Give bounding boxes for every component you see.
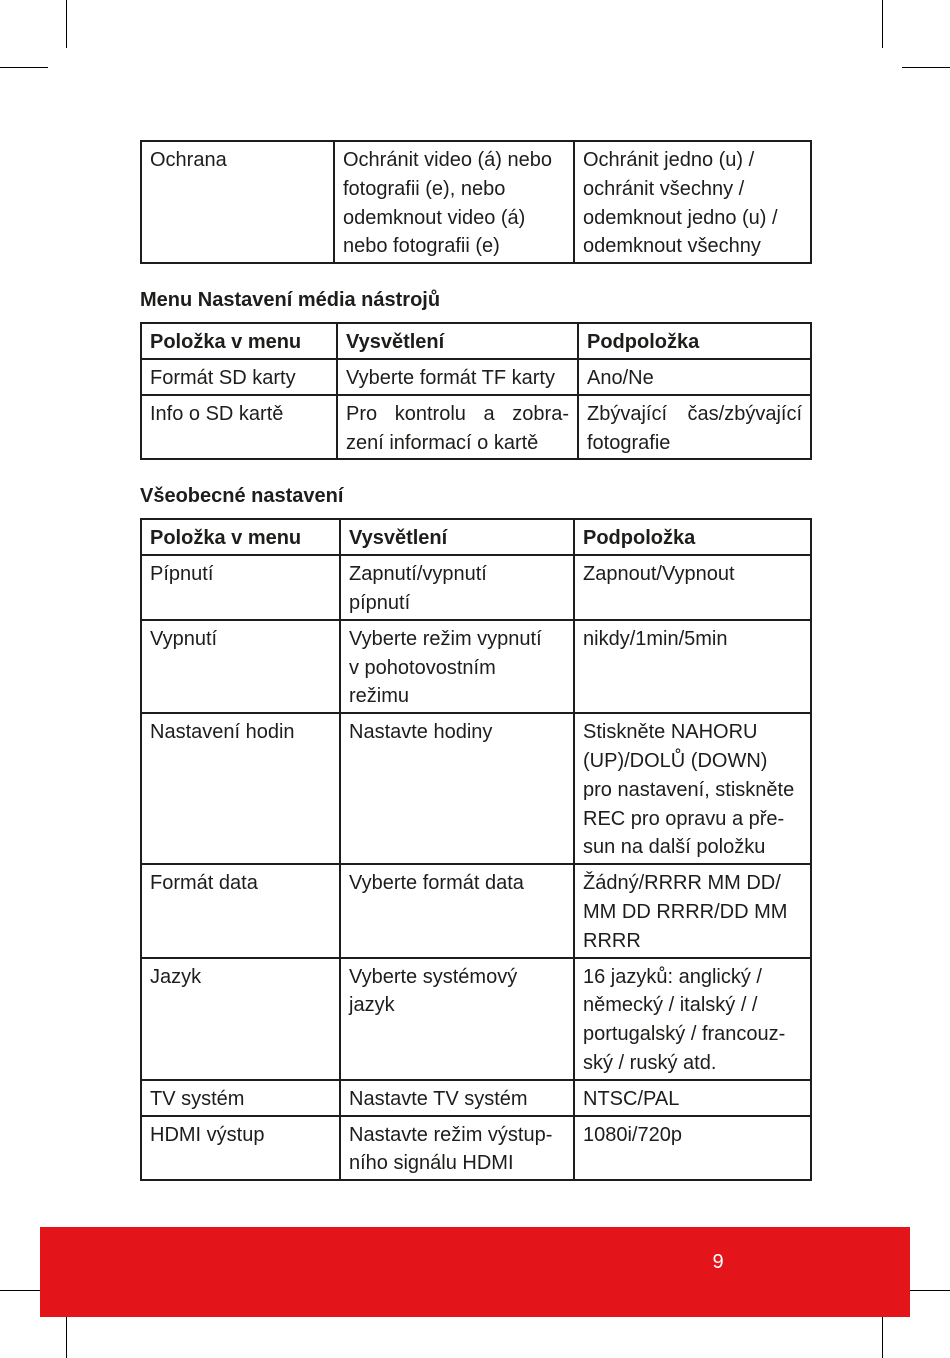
table-row	[141, 864, 811, 957]
subitem-cell	[578, 359, 811, 395]
text-line: jazyk	[349, 994, 395, 1017]
text-line: Nastavte TV systém	[349, 1087, 528, 1110]
crop-mark	[882, 0, 883, 48]
table-row	[141, 1116, 811, 1181]
crop-mark	[66, 1310, 67, 1358]
table-row	[141, 141, 811, 263]
text-line: odemknout jedno (u) /	[583, 206, 778, 229]
table-row	[141, 713, 811, 864]
crop-mark	[0, 67, 48, 68]
table-row	[141, 1080, 811, 1116]
item-cell: Jazyk	[141, 958, 340, 1080]
table-row	[141, 958, 811, 1080]
text-line: fotografii (e), nebo	[343, 177, 506, 200]
text-line: německý / italský / /	[583, 994, 758, 1017]
description-cell	[340, 1080, 574, 1116]
text-line: REC pro opravu a pře-	[583, 807, 785, 830]
text-line: fotografie	[587, 431, 671, 454]
section-title-media-tools: Menu Nastavení média nástrojů	[140, 289, 441, 312]
text-line: Vyberte formát TF karty	[346, 366, 555, 389]
table-row	[141, 359, 811, 395]
description-cell	[340, 864, 574, 957]
item-cell: HDMI výstup	[141, 1116, 340, 1181]
description-cell	[340, 958, 574, 1080]
text-line: Nastavte režim výstup-	[349, 1123, 553, 1146]
text-line: Žádný/RRRR MM DD/	[583, 872, 781, 895]
text-line: ního signálu HDMI	[349, 1152, 514, 1175]
text-line: Zapnout/Vypnout	[583, 563, 735, 586]
text-line: režimu	[349, 685, 410, 708]
text-line: odemknout video (á)	[343, 206, 526, 229]
text-line: pro nastavení, stiskněte	[583, 778, 795, 801]
text-line: Zbývající čas/zbývající	[587, 402, 802, 425]
subitem-cell	[574, 864, 811, 957]
description-cell	[340, 620, 574, 713]
column-header: Vysvětlení	[340, 519, 574, 555]
item-cell: Info o SD kartě	[141, 395, 337, 460]
column-header: Podpoložka	[578, 323, 811, 359]
text-line: Vyberte formát data	[349, 872, 524, 895]
text-line: Vyberte systémový	[349, 965, 518, 988]
subitem-cell	[574, 1080, 811, 1116]
page-number: 9	[712, 1251, 724, 1273]
item-cell: TV systém	[141, 1080, 340, 1116]
general-settings-table	[140, 518, 812, 1181]
text-line: ochránit všechny /	[583, 177, 745, 200]
text-line: 1080i/720p	[583, 1123, 682, 1146]
text-line: Pro kontrolu a zobra-	[346, 402, 569, 425]
table-row	[141, 555, 811, 620]
text-line: pípnutí	[349, 591, 411, 614]
text-line: v pohotovostním	[349, 656, 496, 679]
subitem-cell	[574, 620, 811, 713]
item-cell: Pípnutí	[141, 555, 340, 620]
item-cell: Vypnutí	[141, 620, 340, 713]
subitem-cell	[574, 141, 811, 263]
text-line: ský / ruský atd.	[583, 1051, 717, 1074]
text-line: nebo fotografii (e)	[343, 235, 500, 258]
subitem-cell	[574, 713, 811, 864]
subitem-cell	[578, 395, 811, 460]
table-row	[141, 395, 811, 460]
text-line: portugalský / francouz-	[583, 1023, 786, 1046]
text-line: nikdy/1min/5min	[583, 627, 728, 650]
text-line: Zapnutí/vypnutí	[349, 563, 487, 586]
text-line: odemknout všechny	[583, 235, 761, 258]
text-line: (UP)/DOLŮ (DOWN)	[583, 749, 768, 772]
footer-bar	[40, 1227, 910, 1317]
column-header: Položka v menu	[141, 519, 340, 555]
item-cell: Formát data	[141, 864, 340, 957]
text-line: MM DD RRRR/DD MM	[583, 900, 788, 923]
text-line: NTSC/PAL	[583, 1087, 680, 1110]
text-line: RRRR	[583, 929, 641, 952]
crop-mark	[902, 67, 950, 68]
text-line: Vyberte režim vypnutí	[349, 627, 542, 650]
item-cell: Formát SD karty	[141, 359, 337, 395]
item-cell: Ochrana	[141, 141, 334, 263]
description-cell	[340, 713, 574, 864]
item-cell: Nastavení hodin	[141, 713, 340, 864]
text-line: Stiskněte NAHORU	[583, 721, 758, 744]
crop-mark	[882, 1310, 883, 1358]
crop-mark	[66, 0, 67, 48]
table-header-row	[141, 323, 811, 359]
description-cell	[340, 1116, 574, 1181]
text-line: 16 jazyků: anglický /	[583, 965, 762, 988]
subitem-cell	[574, 555, 811, 620]
text-line: Nastavte hodiny	[349, 721, 493, 744]
text-line: Ochránit jedno (u) /	[583, 149, 755, 171]
section-title-general-settings: Všeobecné nastavení	[140, 485, 344, 508]
column-header: Položka v menu	[141, 323, 337, 359]
table-row	[141, 620, 811, 713]
description-cell	[337, 395, 578, 460]
media-tools-table	[140, 322, 812, 460]
description-cell	[334, 141, 574, 263]
subitem-cell	[574, 958, 811, 1080]
description-cell	[340, 555, 574, 620]
subitem-cell	[574, 1116, 811, 1181]
text-line: Ochránit video (á) nebo	[343, 149, 553, 171]
description-cell	[337, 359, 578, 395]
text-line: sun na další položku	[583, 836, 766, 859]
text-line: zení informací o kartě	[346, 431, 539, 454]
table-header-row	[141, 519, 811, 555]
protect-table	[140, 140, 812, 264]
page-content	[140, 140, 810, 1181]
column-header: Podpoložka	[574, 519, 811, 555]
text-line: Ano/Ne	[587, 366, 654, 389]
column-header: Vysvětlení	[337, 323, 578, 359]
